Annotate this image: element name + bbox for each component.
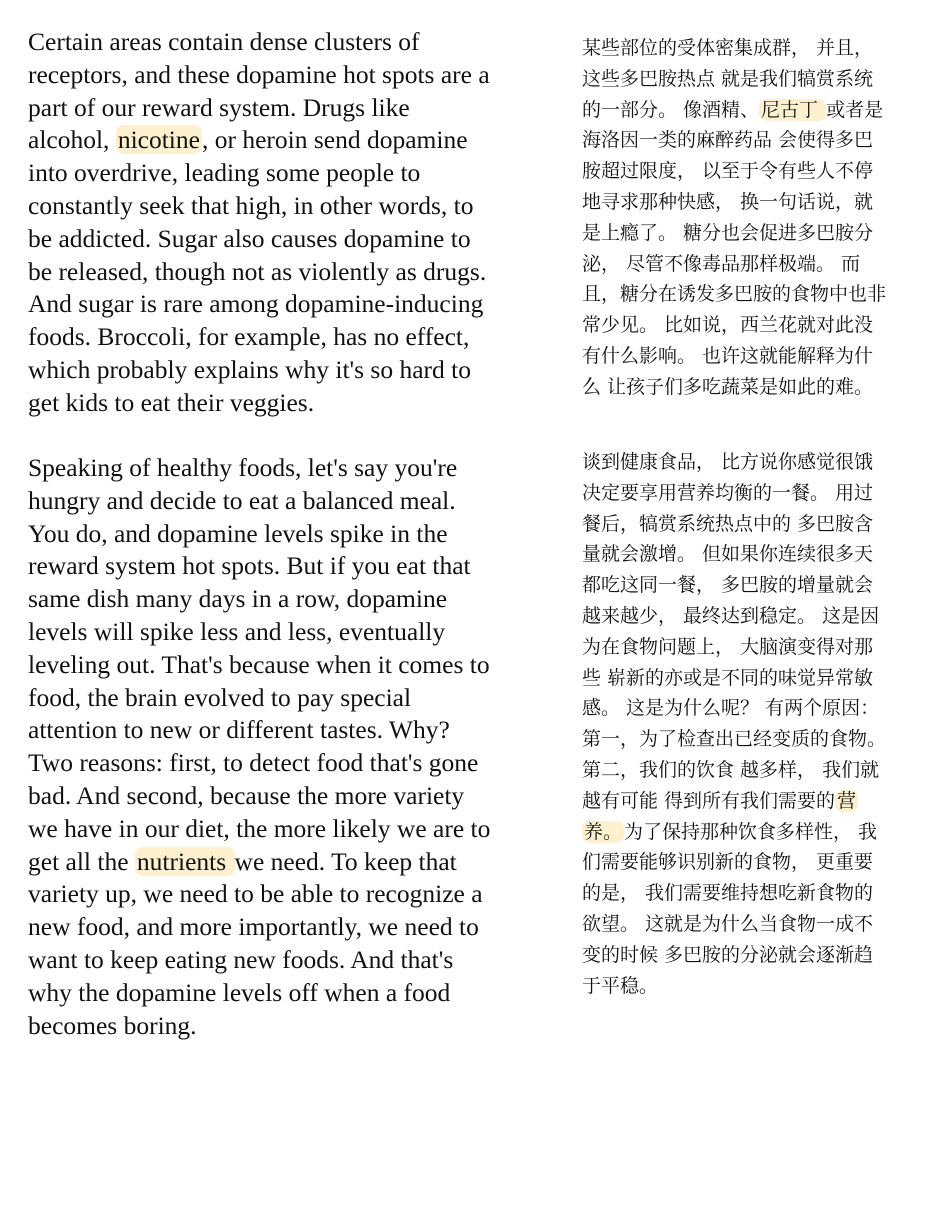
text-line: 感。 这是为什么呢？ 有两个原因：: [582, 697, 880, 720]
text-line: 欲望。 这就是为什么当食物一成不: [582, 912, 874, 935]
text-line: hungry and decide to eat a balanced meal.: [28, 485, 456, 515]
text-line: into overdrive, leading some people to: [28, 158, 421, 188]
text-line: same dish many days in a row, dopamine: [28, 584, 448, 614]
text-line: 第一，为了检查出已经变质的食物。: [582, 728, 887, 751]
text-line: which probably explains why it's so hard to: [28, 354, 471, 384]
highlighted-term: 营: [837, 789, 857, 812]
text-line: variety up, we need to be able to recognize a: [28, 879, 483, 909]
text-line: 且，糖分在诱发多巴胺的食物中也非: [582, 283, 887, 306]
text-segment: , or heroin send dopamine: [201, 125, 468, 155]
text-segment: 或者是: [826, 98, 884, 121]
text-line: 们需要能够识别新的食物， 更重要: [582, 851, 874, 874]
text-segment: get all the: [28, 846, 135, 876]
highlighted-term: nicotine: [117, 125, 200, 155]
text-line: 胺超过限度， 以至于令有些人不停: [582, 160, 874, 183]
text-line: 第二，我们的饮食 越多样， 我们就: [582, 758, 880, 781]
text-line: bad. And second, because the more variety: [28, 780, 465, 810]
highlighted-term: 养。: [584, 820, 623, 843]
text-line: 有什么影响。 也许这就能解释为什: [582, 344, 874, 367]
text-line: 餐后，犒赏系统热点中的 多巴胺含: [582, 512, 874, 535]
text-line: part of our reward system. Drugs like: [28, 92, 410, 122]
text-line: [28, 846, 556, 879]
text-line: constantly seek that high, in other words, to: [28, 190, 474, 220]
text-line: leveling out. That's because when it comes to: [28, 649, 490, 679]
text-line: foods. Broccoli, for example, has no effect,: [28, 322, 470, 352]
text-line: 常少见。 比如说，西兰花就对此没: [582, 314, 874, 337]
chinese-paragraph-1: [582, 33, 942, 403]
highlighted-term: nutrients: [136, 846, 233, 876]
text-line: attention to new or different tastes. Why?: [28, 715, 450, 745]
text-line: 么 让孩子们多吃蔬菜是如此的难。: [582, 375, 874, 398]
text-segment: alcohol,: [28, 125, 116, 155]
text-line: get kids to eat their veggies.: [28, 387, 315, 417]
text-line: want to keep eating new foods. And that's: [28, 944, 454, 974]
text-line: Speaking of healthy foods, let's say you're: [28, 453, 458, 482]
text-line: 变的时候 多巴胺的分泌就会逐渐趋: [582, 943, 874, 966]
text-line: 这些多巴胺热点 就是我们犒赏系统: [582, 67, 874, 90]
text-segment: 越有可能 得到所有我们需要的: [582, 789, 836, 812]
text-line: [582, 786, 942, 817]
text-line: 是上瘾了。 糖分也会促进多巴胺分: [582, 221, 874, 244]
text-line: [28, 124, 556, 157]
text-line: levels will spike less and less, eventually: [28, 616, 446, 646]
chinese-paragraph-2: [582, 447, 942, 1001]
text-line: why the dopamine levels off when a food: [28, 977, 451, 1007]
text-line: And sugar is rare among dopamine-inducing: [28, 289, 484, 319]
text-line: receptors, and these dopamine hot spots are a: [28, 59, 490, 89]
text-segment: 为了保持那种饮食多样性， 我: [624, 820, 878, 843]
text-line: be released, though not as violently as drugs.: [28, 256, 487, 286]
text-line: 泌， 尽管不像毒品那样极端。 而: [582, 252, 861, 275]
text-line: 于平稳。: [582, 974, 659, 997]
text-line: reward system hot spots. But if you eat that: [28, 551, 471, 581]
text-line: 某些部位的受体密集成群， 并且，: [582, 37, 874, 59]
text-line: Certain areas contain dense clusters of: [28, 27, 420, 56]
text-segment: we need. To keep that: [234, 846, 457, 876]
text-line: 些 崭新的亦或是不同的味觉异常敏: [582, 666, 874, 689]
text-line: 都吃这同一餐， 多巴胺的增量就会: [582, 574, 874, 597]
text-line: [582, 817, 942, 848]
text-line: [582, 95, 942, 126]
text-line: we have in our diet, the more likely we are to: [28, 813, 491, 843]
text-line: 地寻求那种快感， 换一句话说，就: [582, 190, 874, 213]
text-line: 决定要享用营养均衡的一餐。 用过: [582, 481, 874, 504]
text-line: 为在食物问题上， 大脑演变得对那: [582, 635, 874, 658]
text-line: becomes boring.: [28, 1010, 197, 1040]
text-line: food, the brain evolved to pay special: [28, 682, 412, 712]
text-line: be addicted. Sugar also causes dopamine to: [28, 223, 471, 253]
text-line: Two reasons: first, to detect food that's gone: [28, 748, 479, 778]
text-line: 的是， 我们需要维持想吃新食物的: [582, 882, 874, 905]
text-line: 谈到健康食品， 比方说你感觉很饿: [582, 451, 874, 473]
text-line: 越来越少， 最终达到稳定。 这是因: [582, 604, 880, 627]
english-paragraph-1: [28, 26, 556, 420]
text-line: 海洛因一类的麻醉药品 会使得多巴: [582, 129, 874, 152]
text-segment: 的一部分。 像酒精、: [582, 98, 760, 121]
text-line: 量就会激增。 但如果你连续很多天: [582, 543, 874, 566]
text-line: You do, and dopamine levels spike in the: [28, 518, 448, 548]
highlighted-term: 尼古丁: [761, 98, 825, 121]
text-line: new food, and more importantly, we need to: [28, 912, 479, 942]
english-paragraph-2: [28, 452, 556, 1042]
